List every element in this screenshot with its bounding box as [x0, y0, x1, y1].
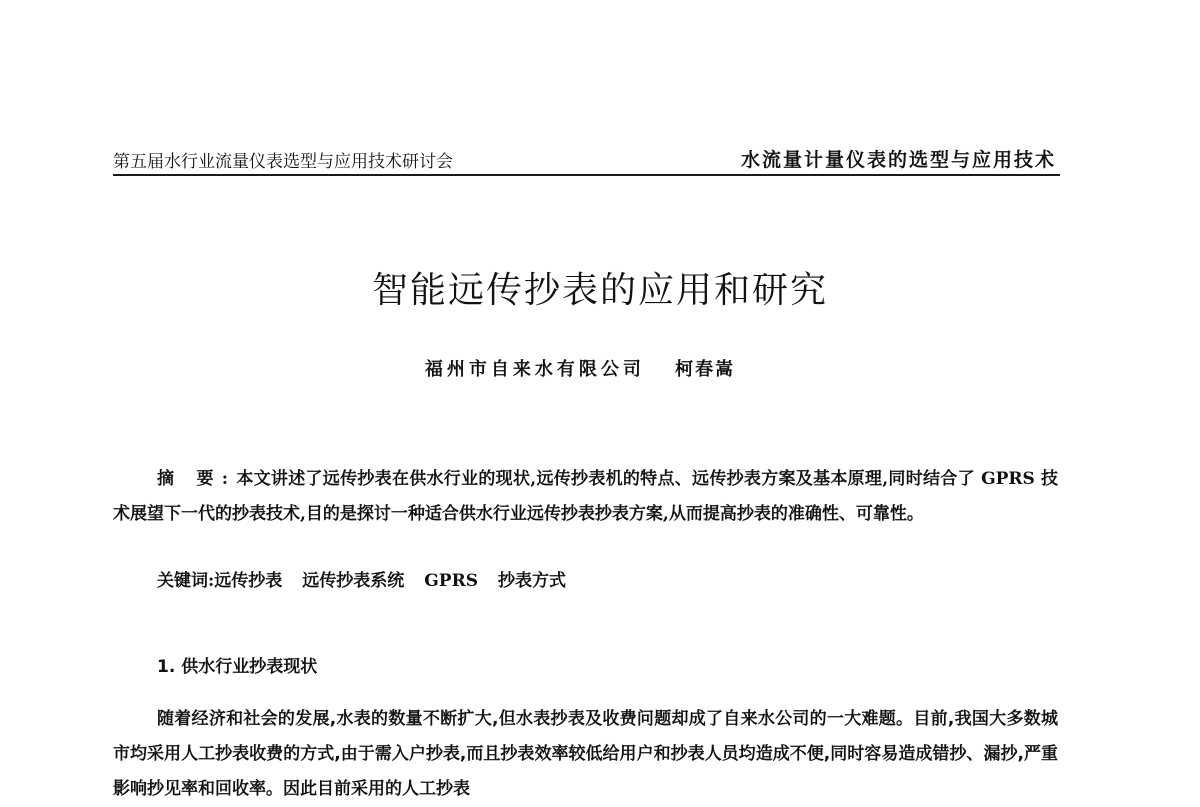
keyword: 远传抄表系统 [302, 571, 405, 591]
keywords-label: 关键词: [157, 571, 215, 591]
author-line [0, 355, 1160, 381]
running-header [113, 146, 1060, 176]
keyword: 抄表方式 [498, 571, 566, 591]
header-proceedings-title: 水流量计量仪表的选型与应用技术 [740, 149, 1056, 171]
paper-title: 智能远传抄表的应用和研究 [371, 270, 828, 311]
abstract [113, 462, 1058, 532]
abstract-label: 摘 要: [157, 469, 237, 489]
section-heading: 1. 供水行业抄表现状 [157, 657, 318, 677]
author-name: 柯春嵩 [675, 359, 736, 380]
author-affiliation: 福州市自来水有限公司 [424, 359, 645, 380]
keywords [157, 566, 586, 591]
keyword: 远传抄表 [214, 571, 283, 591]
abstract-text: 本文讲述了远传抄表在供水行业的现状,远传抄表机的特点、远传抄表方案及基本原理,同时结合了 GPRS 技术展望下一代的抄表技术,目的是探讨一种适合供水行业远传抄表抄表方案,从而提高抄表的准确性、可靠性。 [113, 469, 1058, 524]
section-body-paragraph: 随着经济和社会的发展,水表的数量不断扩大,但水表抄表及收费问题却成了自来水公司的一大难题。目前,我国大多数城市均采用人工抄表收费的方式,由于需入户抄表,而且抄表效率较低给用户和抄表人员均造成不便,同时容易造成错抄、漏抄,严重影响抄见率和回收率。因此目前采用的人工抄表 [113, 709, 1058, 799]
keyword: GPRS [424, 571, 478, 591]
header-conference-name: 第五届水行业流量仪表选型与应用技术研讨会 [113, 152, 453, 172]
